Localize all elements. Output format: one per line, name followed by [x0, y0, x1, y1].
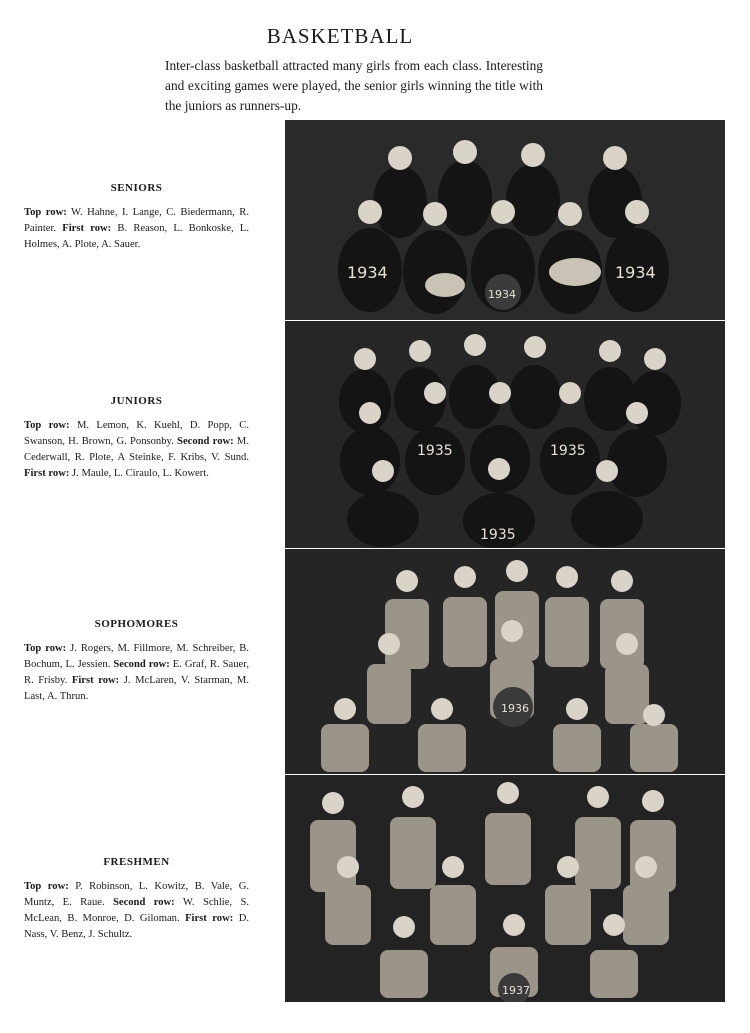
- row-label: Second row:: [113, 659, 170, 670]
- jersey-number: 1935: [417, 443, 453, 459]
- team-photo-illustration: [285, 321, 725, 548]
- page-title: BASKETBALL: [266, 24, 414, 48]
- jersey-number: 1934: [615, 263, 656, 282]
- row-label: First row:: [71, 675, 120, 686]
- roster-text: [24, 641, 249, 705]
- ball-label: 1936: [501, 702, 529, 715]
- jersey-number: 1935: [480, 527, 516, 543]
- seniors-caption: [24, 180, 249, 253]
- row-names: M. Cederwall, R. Plote, A Steinke, F. Kribs, V. Sund.: [24, 436, 249, 463]
- ball-label: 1937: [502, 984, 530, 997]
- row-label: First row:: [62, 223, 112, 234]
- row-names: W. Schlie, S. McLean, B. Monroe, D. Giloman.: [24, 897, 249, 924]
- team-photo-illustration: [285, 775, 725, 1002]
- section-heading: FRESHMEN: [103, 856, 170, 868]
- jersey-number: 1935: [550, 443, 586, 459]
- row-names: J. McLaren, V. Starman, M. Last, A. Thrun.: [24, 675, 249, 702]
- row-label: Second row:: [177, 436, 234, 447]
- row-names: P. Robinson, L. Kowitz, B. Vale, G. Muntz, E. Raue.: [24, 881, 249, 908]
- row-label: Second row:: [112, 897, 175, 908]
- row-names: M. Lemon, K. Kuehl, D. Popp, C. Swanson, H. Brown, G. Ponsonby.: [24, 420, 249, 447]
- row-names: J. Rogers, M. Fillmore, M. Schreiber, B. Bochum, L. Jessien.: [24, 643, 249, 670]
- section-heading: SOPHOMORES: [94, 618, 179, 630]
- freshmen-caption: [24, 854, 249, 943]
- roster-text: [24, 418, 249, 482]
- section-heading: SENIORS: [110, 182, 163, 194]
- row-label: Top row:: [24, 881, 69, 892]
- row-label: First row:: [185, 913, 234, 924]
- ball-label: 1934: [488, 288, 516, 301]
- seniors-team-photo: [285, 120, 725, 320]
- section-heading: JUNIORS: [110, 395, 163, 407]
- row-names: J. Maule, L. Ciraulo, L. Kowert.: [69, 468, 209, 479]
- roster-text: [24, 879, 249, 943]
- freshmen-team-photo: [285, 775, 725, 1002]
- row-label: Top row:: [24, 420, 70, 431]
- team-photo-illustration: [285, 120, 725, 320]
- intro-paragraph: Inter-class basketball attracted many girls from each class. Interesting and exciting games were played, the senior girls winning the title with the juniors as runners-up.: [165, 58, 543, 113]
- row-names: D. Nass, V. Benz, J. Schultz.: [24, 913, 250, 940]
- row-label: Top row:: [24, 643, 67, 654]
- jersey-number: 1934: [347, 263, 388, 282]
- sophomores-caption: [24, 616, 249, 705]
- juniors-team-photo: [285, 321, 725, 548]
- row-names: E. Graf, R. Sauer, R. Frisby.: [24, 659, 249, 686]
- row-names: B. Reason, L. Bonkoske, L. Holmes, A. Plote, A. Sauer.: [24, 223, 249, 250]
- team-photo-illustration: [285, 549, 725, 774]
- sophomores-team-photo: [285, 549, 725, 774]
- juniors-caption: [24, 393, 249, 482]
- row-label: Top row:: [24, 207, 67, 218]
- row-names: W. Hahne, I. Lange, C. Biedermann, R. Painter.: [24, 207, 249, 234]
- roster-text: [24, 205, 249, 253]
- row-label: First row:: [24, 468, 70, 479]
